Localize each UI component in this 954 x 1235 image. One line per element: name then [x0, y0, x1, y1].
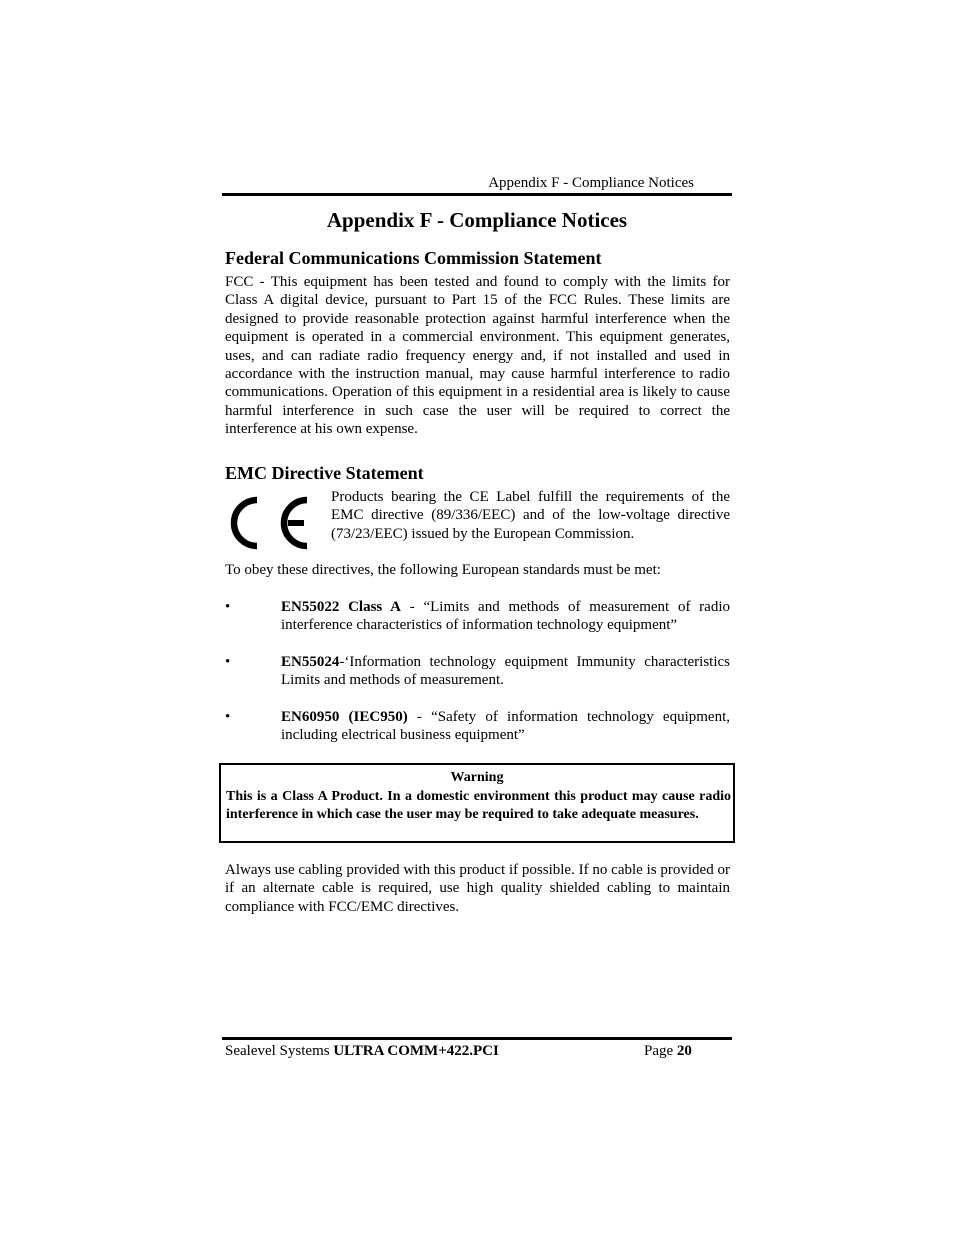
page-number: 20 — [676, 1043, 692, 1059]
standard-code: EN55024 — [281, 654, 340, 670]
standard-description: ‘Information technology equipment Immunity characteristics Limits and methods of measurement. — [281, 654, 730, 689]
ce-mark-icon — [230, 496, 312, 550]
directives-intro: To obey these directives, the following European standards must be met: — [225, 562, 661, 578]
standard-code: EN55022 Class A — [281, 599, 401, 615]
standard-separator: - — [401, 599, 424, 615]
standard-text — [281, 653, 730, 690]
standard-description: “Limits and methods of measurement of radio interference characteristics of information technology equipment” — [281, 599, 731, 634]
standard-separator: - — [339, 654, 345, 670]
footer-rule — [222, 1037, 732, 1040]
running-header: Appendix F - Compliance Notices — [488, 175, 694, 191]
warning-title: Warning — [450, 770, 504, 785]
footer-company: Sealevel Systems — [225, 1043, 330, 1059]
footer-page — [644, 1042, 692, 1060]
standard-separator: - — [407, 709, 432, 725]
emc-heading: EMC Directive Statement — [225, 463, 424, 483]
standard-text — [281, 708, 730, 745]
standard-description: “Safety of information technology equipment, including electrical business equipment” — [281, 709, 730, 744]
bullet-icon: • — [225, 599, 231, 615]
cabling-paragraph: Always use cabling provided with this product if possible. If no cable is provided or if an alternate cable is required, use high quality shielded cabling to maintain compliance with FCC/EMC directives. — [225, 862, 730, 915]
warning-box — [219, 763, 735, 843]
standard-text — [281, 598, 730, 635]
warning-text: This is a Class A Product. In a domestic environment this product may cause radio interference in which case the user may be required to take adequate measures. — [226, 789, 731, 822]
page-title: Appendix F - Compliance Notices — [326, 208, 628, 232]
footer-product-name: ULTRA COMM+422.PCI — [333, 1043, 499, 1059]
bullet-icon: • — [225, 654, 231, 670]
header-rule — [222, 193, 732, 196]
footer-product — [225, 1042, 499, 1060]
bullet-icon: • — [225, 709, 231, 725]
fcc-heading: Federal Communications Commission Statement — [225, 248, 602, 268]
ce-label-paragraph: Products bearing the CE Label fulfill the requirements of the EMC directive (89/336/EEC) and of the low-voltage directive (73/23/EEC) issued by the European Commission. — [331, 489, 730, 542]
standard-code: EN60950 (IEC950) — [281, 709, 408, 725]
fcc-paragraph: FCC - This equipment has been tested and found to comply with the limits for Class A digital device, pursuant to Part 15 of the FCC Rules. These limits are designed to provide reasonable protection against harmful interference when the equipment is operated in a commercial environment. This equipment generates, uses, and can radiate radio frequency energy and, if not installed and used in accordance with the instruction manual, may cause harmful interference to radio communications. Operation of this equipment in a residential area is likely to cause harmful interference in such case the user will be required to correct the interference at his own expense. — [225, 274, 730, 438]
page-label: Page — [644, 1043, 674, 1059]
